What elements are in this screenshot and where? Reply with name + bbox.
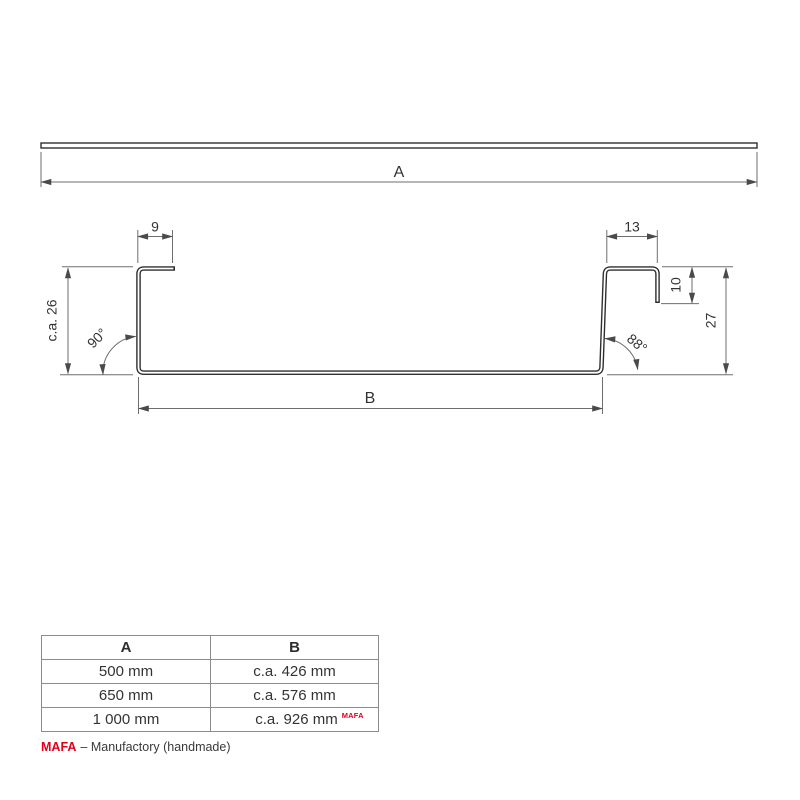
- footnote-text: – Manufactory (handmade): [80, 740, 231, 754]
- cell-b-426: c.a. 426 mm: [211, 660, 379, 684]
- dim-label-27: 27: [702, 312, 719, 329]
- sheet-top-view: [41, 143, 757, 148]
- dim-label-ca26: c.a. 26: [43, 299, 60, 342]
- table-row: [42, 684, 379, 708]
- dimension-height-left-ca26: [44, 267, 134, 375]
- cell-b-926: [211, 708, 379, 732]
- angle-90-annotation: [84, 325, 136, 375]
- dimension-leg-right-10: [661, 268, 699, 304]
- dimension-a: [41, 152, 757, 187]
- angle-88-annotation: [605, 330, 650, 369]
- angle-label-90: 90°: [83, 324, 111, 352]
- table-header-row: [42, 636, 379, 660]
- cell-a-650: 650 mm: [42, 684, 211, 708]
- dim-label-10: 10: [667, 277, 684, 293]
- cell-b-576: c.a. 576 mm: [211, 684, 379, 708]
- footnote: [41, 740, 231, 754]
- dimensions-table: [41, 635, 379, 732]
- angle-arc: [103, 336, 136, 374]
- dimension-lip-left-9: [138, 219, 173, 264]
- mafa-superscript: MAFA: [341, 711, 364, 720]
- cell-b-926-value: c.a. 926 mm: [255, 711, 338, 728]
- dim-label-9: 9: [151, 218, 159, 235]
- dimension-b: [139, 377, 603, 414]
- table-row: [42, 708, 379, 732]
- dimension-lip-right-13: [607, 219, 658, 264]
- angle-label-88: 88°: [623, 330, 651, 357]
- table-row: [42, 660, 379, 684]
- cell-a-500: 500 mm: [42, 660, 211, 684]
- dim-label-13: 13: [624, 218, 640, 235]
- dim-label-a: A: [393, 164, 405, 181]
- col-header-a: A: [42, 636, 211, 660]
- cell-a-1000: 1 000 mm: [42, 708, 211, 732]
- footnote-brand: MAFA: [41, 740, 77, 754]
- dim-label-b: B: [364, 390, 376, 407]
- channel-profile-section: [139, 269, 658, 373]
- col-header-b: B: [211, 636, 379, 660]
